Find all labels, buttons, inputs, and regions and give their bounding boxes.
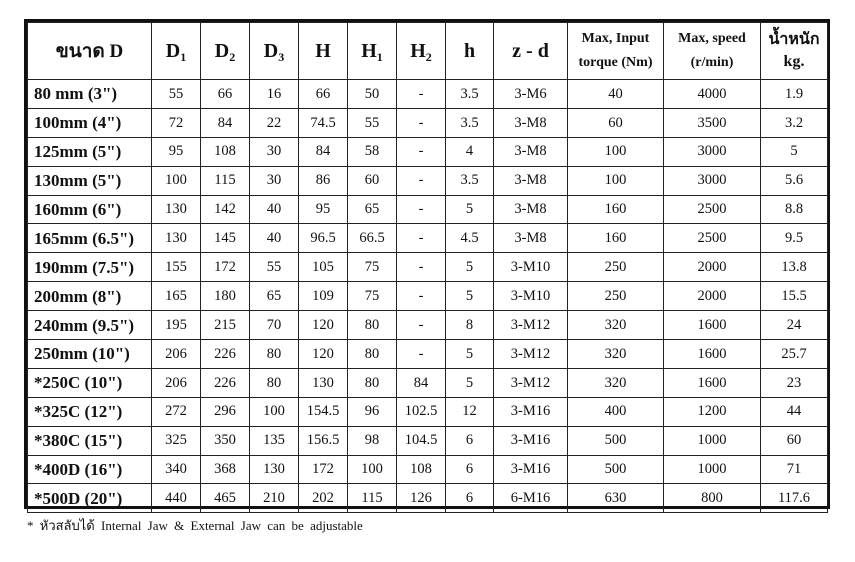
- cell-weight: 1.9: [761, 80, 828, 109]
- spec-table-container: [24, 19, 830, 509]
- cell-small-h: 5: [446, 253, 494, 282]
- cell-h: 109: [299, 282, 348, 311]
- header-d2: $D_2$: [201, 23, 250, 80]
- spec-table-body: [28, 80, 828, 513]
- cell-zd: 6-M16: [494, 484, 568, 513]
- cell-h: 86: [299, 166, 348, 195]
- cell-h: 84: [299, 137, 348, 166]
- table-row: [28, 426, 828, 455]
- table-row: [28, 340, 828, 369]
- cell-weight: 117.6: [761, 484, 828, 513]
- cell-speed: 2000: [664, 282, 761, 311]
- cell-d3: 30: [250, 137, 299, 166]
- cell-d3: 55: [250, 253, 299, 282]
- table-row: [28, 108, 828, 137]
- cell-zd: 3-M12: [494, 368, 568, 397]
- cell-speed: 1600: [664, 340, 761, 369]
- cell-d2: 226: [201, 368, 250, 397]
- cell-small-h: 5: [446, 368, 494, 397]
- cell-weight: 15.5: [761, 282, 828, 311]
- cell-torque: 320: [568, 368, 664, 397]
- cell-h1: 60: [348, 166, 397, 195]
- cell-speed: 1000: [664, 426, 761, 455]
- cell-size: *250C (10"): [28, 368, 152, 397]
- cell-small-h: 3.5: [446, 80, 494, 109]
- cell-h: 105: [299, 253, 348, 282]
- cell-d1: 155: [152, 253, 201, 282]
- cell-h1: 100: [348, 455, 397, 484]
- cell-h: 172: [299, 455, 348, 484]
- header-zd: z - d: [494, 23, 568, 80]
- cell-d1: 206: [152, 368, 201, 397]
- cell-h1: 58: [348, 137, 397, 166]
- cell-h1: 75: [348, 253, 397, 282]
- cell-d1: 272: [152, 397, 201, 426]
- cell-size: 100mm (4"): [28, 108, 152, 137]
- header-row: [28, 23, 828, 80]
- cell-d2: 108: [201, 137, 250, 166]
- header-h: H: [299, 23, 348, 80]
- cell-torque: 160: [568, 195, 664, 224]
- cell-weight: 60: [761, 426, 828, 455]
- cell-d2: 145: [201, 224, 250, 253]
- cell-h: 66: [299, 80, 348, 109]
- table-row: [28, 311, 828, 340]
- cell-speed: 2000: [664, 253, 761, 282]
- cell-torque: 500: [568, 455, 664, 484]
- header-weight: น้ำหนัก kg.: [761, 23, 828, 80]
- cell-size: 240mm (9.5"): [28, 311, 152, 340]
- cell-d2: 215: [201, 311, 250, 340]
- cell-d3: 80: [250, 368, 299, 397]
- cell-weight: 5.6: [761, 166, 828, 195]
- cell-h1: 115: [348, 484, 397, 513]
- cell-zd: 3-M6: [494, 80, 568, 109]
- cell-weight: 5: [761, 137, 828, 166]
- cell-weight: 8.8: [761, 195, 828, 224]
- cell-d3: 30: [250, 166, 299, 195]
- cell-small-h: 5: [446, 282, 494, 311]
- cell-zd: 3-M10: [494, 282, 568, 311]
- cell-h1: 80: [348, 368, 397, 397]
- cell-zd: 3-M16: [494, 455, 568, 484]
- cell-d2: 115: [201, 166, 250, 195]
- cell-h2: -: [397, 137, 446, 166]
- cell-small-h: 5: [446, 195, 494, 224]
- table-row: [28, 455, 828, 484]
- cell-h1: 75: [348, 282, 397, 311]
- cell-size: 190mm (7.5"): [28, 253, 152, 282]
- cell-d2: 172: [201, 253, 250, 282]
- cell-h1: 98: [348, 426, 397, 455]
- cell-h: 95: [299, 195, 348, 224]
- cell-zd: 3-M12: [494, 340, 568, 369]
- cell-d1: 72: [152, 108, 201, 137]
- cell-speed: 1600: [664, 368, 761, 397]
- cell-h1: 80: [348, 311, 397, 340]
- header-small-h: h: [446, 23, 494, 80]
- cell-weight: 25.7: [761, 340, 828, 369]
- cell-h2: -: [397, 195, 446, 224]
- header-d3: $D_3$: [250, 23, 299, 80]
- cell-speed: 800: [664, 484, 761, 513]
- cell-torque: 40: [568, 80, 664, 109]
- cell-speed: 3000: [664, 137, 761, 166]
- header-h1: $H_1$: [348, 23, 397, 80]
- cell-d3: 130: [250, 455, 299, 484]
- table-row: [28, 253, 828, 282]
- cell-size: *500D (20"): [28, 484, 152, 513]
- cell-zd: 3-M10: [494, 253, 568, 282]
- cell-h2: -: [397, 282, 446, 311]
- cell-d3: 100: [250, 397, 299, 426]
- cell-d2: 180: [201, 282, 250, 311]
- cell-d2: 84: [201, 108, 250, 137]
- cell-d1: 130: [152, 195, 201, 224]
- header-d1: $D_1$: [152, 23, 201, 80]
- cell-h1: 96: [348, 397, 397, 426]
- cell-h2: 102.5: [397, 397, 446, 426]
- cell-zd: 3-M8: [494, 195, 568, 224]
- cell-size: 125mm (5"): [28, 137, 152, 166]
- cell-d2: 465: [201, 484, 250, 513]
- cell-zd: 3-M8: [494, 137, 568, 166]
- cell-d2: 142: [201, 195, 250, 224]
- cell-weight: 3.2: [761, 108, 828, 137]
- cell-torque: 100: [568, 137, 664, 166]
- table-row: [28, 195, 828, 224]
- cell-weight: 13.8: [761, 253, 828, 282]
- cell-speed: 2500: [664, 224, 761, 253]
- cell-d1: 440: [152, 484, 201, 513]
- cell-weight: 71: [761, 455, 828, 484]
- cell-zd: 3-M8: [494, 108, 568, 137]
- cell-d1: 130: [152, 224, 201, 253]
- cell-h: 74.5: [299, 108, 348, 137]
- cell-speed: 3000: [664, 166, 761, 195]
- cell-small-h: 4: [446, 137, 494, 166]
- cell-h1: 66.5: [348, 224, 397, 253]
- cell-d1: 165: [152, 282, 201, 311]
- cell-d3: 135: [250, 426, 299, 455]
- cell-speed: 4000: [664, 80, 761, 109]
- cell-d1: 206: [152, 340, 201, 369]
- cell-speed: 1200: [664, 397, 761, 426]
- cell-speed: 1600: [664, 311, 761, 340]
- cell-small-h: 5: [446, 340, 494, 369]
- cell-d1: 325: [152, 426, 201, 455]
- cell-zd: 3-M12: [494, 311, 568, 340]
- cell-h: 156.5: [299, 426, 348, 455]
- cell-h1: 55: [348, 108, 397, 137]
- cell-size: 80 mm (3"): [28, 80, 152, 109]
- cell-size: *380C (15"): [28, 426, 152, 455]
- cell-h2: 126: [397, 484, 446, 513]
- cell-torque: 250: [568, 253, 664, 282]
- cell-small-h: 6: [446, 426, 494, 455]
- cell-size: 165mm (6.5"): [28, 224, 152, 253]
- cell-weight: 9.5: [761, 224, 828, 253]
- cell-h2: -: [397, 340, 446, 369]
- header-h2: $H_2$: [397, 23, 446, 80]
- cell-torque: 100: [568, 166, 664, 195]
- cell-small-h: 4.5: [446, 224, 494, 253]
- cell-d1: 195: [152, 311, 201, 340]
- cell-h: 120: [299, 311, 348, 340]
- cell-h1: 65: [348, 195, 397, 224]
- cell-h2: -: [397, 253, 446, 282]
- cell-d2: 368: [201, 455, 250, 484]
- cell-small-h: 6: [446, 455, 494, 484]
- cell-small-h: 6: [446, 484, 494, 513]
- cell-d1: 100: [152, 166, 201, 195]
- cell-d3: 210: [250, 484, 299, 513]
- cell-torque: 320: [568, 311, 664, 340]
- cell-d3: 22: [250, 108, 299, 137]
- cell-torque: 630: [568, 484, 664, 513]
- cell-speed: 3500: [664, 108, 761, 137]
- cell-torque: 320: [568, 340, 664, 369]
- cell-h2: -: [397, 311, 446, 340]
- cell-weight: 23: [761, 368, 828, 397]
- header-size: ขนาด D: [28, 23, 152, 80]
- cell-zd: 3-M8: [494, 224, 568, 253]
- table-row: [28, 224, 828, 253]
- cell-h1: 50: [348, 80, 397, 109]
- cell-weight: 44: [761, 397, 828, 426]
- cell-h2: 104.5: [397, 426, 446, 455]
- header-speed: Max, speed (r/min): [664, 23, 761, 80]
- table-row: [28, 282, 828, 311]
- cell-small-h: 8: [446, 311, 494, 340]
- cell-d2: 350: [201, 426, 250, 455]
- cell-size: *325C (12"): [28, 397, 152, 426]
- cell-speed: 2500: [664, 195, 761, 224]
- table-row: [28, 397, 828, 426]
- cell-h1: 80: [348, 340, 397, 369]
- cell-h: 120: [299, 340, 348, 369]
- cell-small-h: 12: [446, 397, 494, 426]
- cell-h: 96.5: [299, 224, 348, 253]
- cell-d1: 55: [152, 80, 201, 109]
- cell-d2: 66: [201, 80, 250, 109]
- cell-d2: 226: [201, 340, 250, 369]
- cell-size: 200mm (8"): [28, 282, 152, 311]
- table-row: [28, 368, 828, 397]
- table-row: [28, 484, 828, 513]
- cell-h2: -: [397, 108, 446, 137]
- cell-size: 130mm (5"): [28, 166, 152, 195]
- cell-d3: 40: [250, 195, 299, 224]
- cell-torque: 500: [568, 426, 664, 455]
- table-row: [28, 137, 828, 166]
- cell-h2: 108: [397, 455, 446, 484]
- cell-d3: 70: [250, 311, 299, 340]
- cell-d3: 40: [250, 224, 299, 253]
- cell-zd: 3-M16: [494, 397, 568, 426]
- cell-h2: -: [397, 224, 446, 253]
- cell-size: 160mm (6"): [28, 195, 152, 224]
- cell-h2: 84: [397, 368, 446, 397]
- cell-torque: 160: [568, 224, 664, 253]
- cell-torque: 60: [568, 108, 664, 137]
- cell-zd: 3-M16: [494, 426, 568, 455]
- cell-d3: 80: [250, 340, 299, 369]
- header-torque: Max, Input torque (Nm): [568, 23, 664, 80]
- cell-torque: 250: [568, 282, 664, 311]
- cell-size: *400D (16"): [28, 455, 152, 484]
- cell-zd: 3-M8: [494, 166, 568, 195]
- cell-d3: 65: [250, 282, 299, 311]
- cell-d2: 296: [201, 397, 250, 426]
- table-row: [28, 80, 828, 109]
- cell-d1: 95: [152, 137, 201, 166]
- cell-h: 130: [299, 368, 348, 397]
- cell-h: 154.5: [299, 397, 348, 426]
- table-row: [28, 166, 828, 195]
- cell-weight: 24: [761, 311, 828, 340]
- spec-table: [27, 22, 828, 513]
- cell-h: 202: [299, 484, 348, 513]
- footnote: * หัวสลับได้ Internal Jaw & External Jaw can be adjustable: [27, 518, 363, 533]
- cell-d1: 340: [152, 455, 201, 484]
- cell-d3: 16: [250, 80, 299, 109]
- cell-h2: -: [397, 166, 446, 195]
- cell-speed: 1000: [664, 455, 761, 484]
- cell-size: 250mm (10"): [28, 340, 152, 369]
- cell-h2: -: [397, 80, 446, 109]
- cell-small-h: 3.5: [446, 166, 494, 195]
- cell-small-h: 3.5: [446, 108, 494, 137]
- cell-torque: 400: [568, 397, 664, 426]
